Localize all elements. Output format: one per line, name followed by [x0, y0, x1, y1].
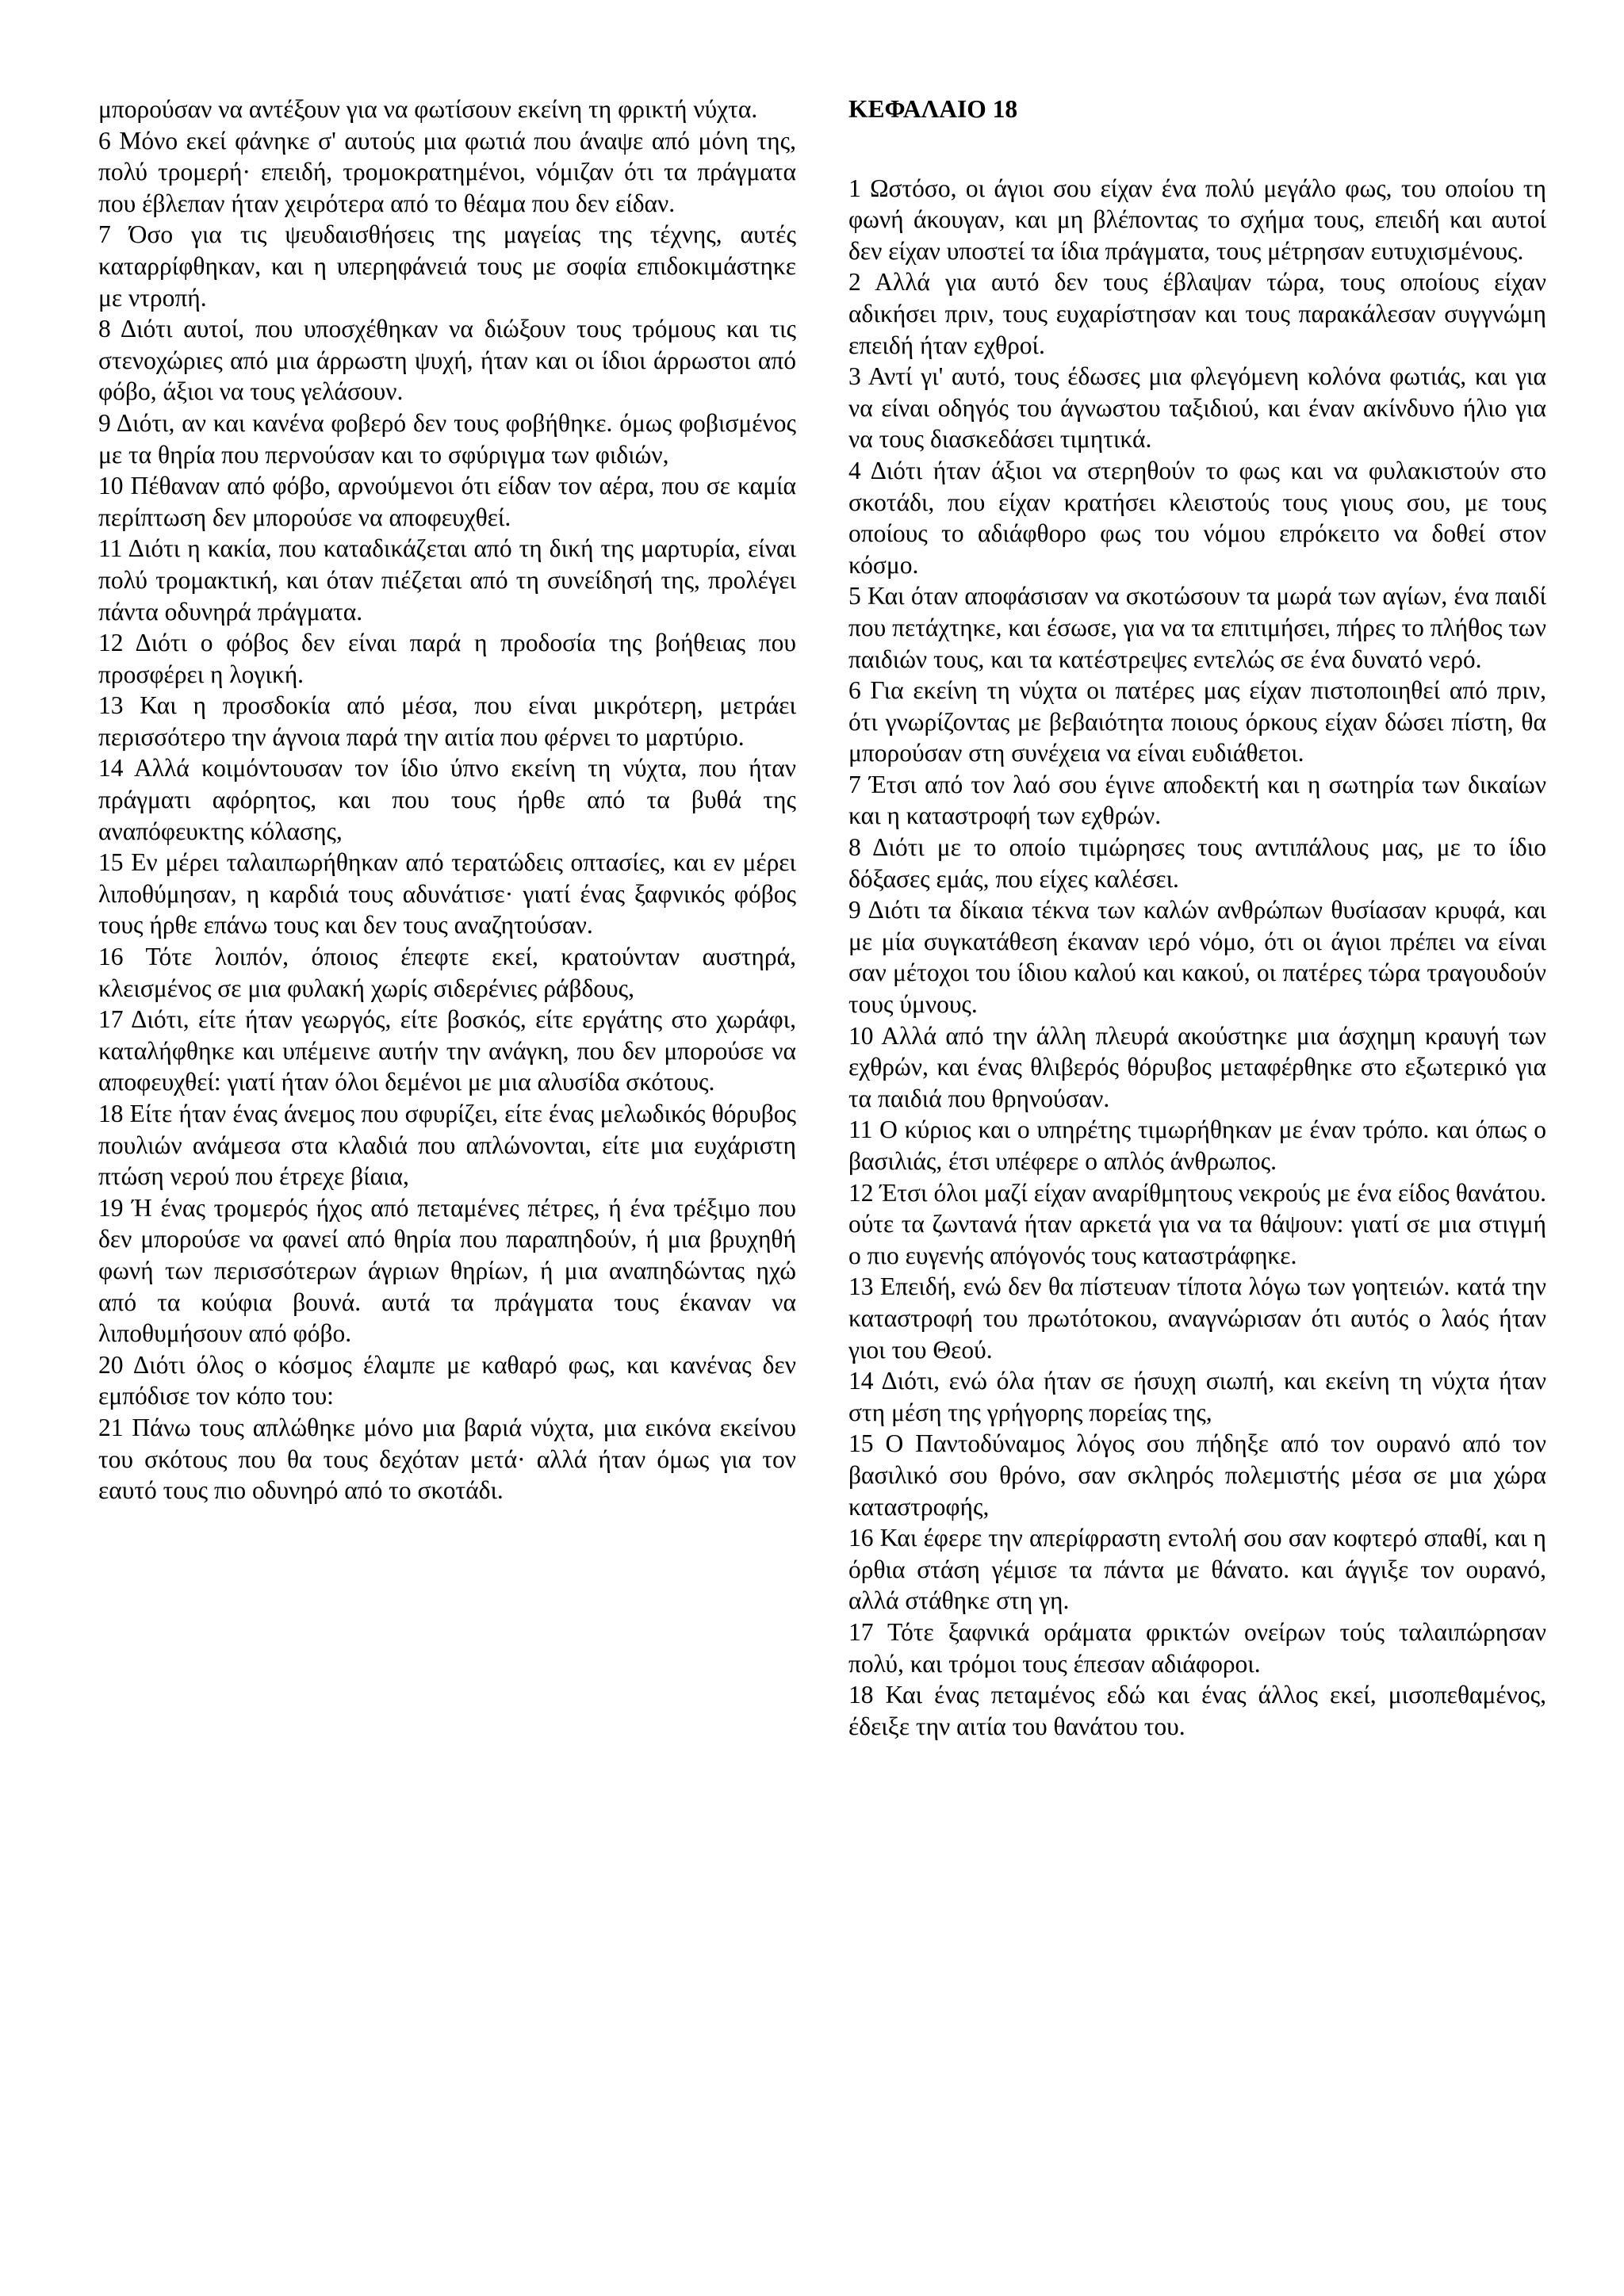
verse-3: 3 Αντί γι' αυτό, τους έδωσες μια φλεγόμενη κολόνα φωτιάς, και για να είναι οδηγός του άγνωστου ταξιδιού, και έναν ακίνδυνο ήλιο για να τους διασκεδάσει τιμητικά. [848, 362, 1546, 453]
verse-9: 9 Διότι τα δίκαια τέκνα των καλών ανθρώπων θυσίασαν κρυφά, και με μία συγκατάθεση έκαναν ιερό νόμο, ότι οι άγιοι πρέπει να είναι σαν μέτοχοι του ίδιου καλού και κακού, οι πατέρες τώρα τραγουδούν τους ύμνους. [848, 896, 1546, 1019]
verse-12: 12 Έτσι όλοι μαζί είχαν αναρίθμητους νεκρούς με ένα είδος θανάτου. ούτε τα ζωντανά ήταν αρκετά για να τα θάψουν: γιατί σε μια στιγμή ο πιο ευγενής απόγονός τους καταστράφηκε. [848, 1178, 1546, 1269]
verse-15: 15 Εν μέρει ταλαιπωρήθηκαν από τερατώδεις οπτασίες, και εν μέρει λιποθύμησαν, η καρδιά τους αδυνάτισε· γιατί ένας ξαφνικός φόβος τους ήρθε επάνω τους και δεν τους αναζητούσαν. [98, 848, 796, 939]
verse-17: 17 Τότε ξαφνικά οράματα φρικτών ονείρων τούς ταλαιπώρησαν πολύ, και τρόμοι τους έπεσαν αδιάφοροι. [848, 1617, 1546, 1678]
verse-8: 8 Διότι με το οποίο τιμώρησες τους αντιπάλους μας, με το ίδιο δόξασες εμάς, που είχες καλέσει. [848, 833, 1546, 893]
verse-6: 6 Για εκείνη τη νύχτα οι πατέρες μας είχαν πιστοποιηθεί από πριν, ότι γνωρίζοντας με βεβαιότητα ποιους όρκους είχαν δώσει πίστη, θα μπορούσαν στη συνέχεια να είναι ευδιάθετοι. [848, 676, 1546, 767]
verse-20: 20 Διότι όλος ο κόσμος έλαμπε με καθαρό φως, και κανένας δεν εμπόδισε τον κόπο του: [98, 1350, 796, 1410]
verse-16: 16 Τότε λοιπόν, όποιος έπεφτε εκεί, κρατούνταν αυστηρά, κλεισμένος σε μια φυλακή χωρίς σιδερένιες ράβδους, [98, 943, 796, 1002]
verse-16: 16 Και έφερε την απερίφραστη εντολή σου σαν κοφτερό σπαθί, και η όρθια στάση γέμισε τα πάντα με θάνατο. και άγγιξε τον ουρανό, αλλά στάθηκε στη γη. [848, 1524, 1546, 1615]
verse-14: 14 Διότι, ενώ όλα ήταν σε ήσυχη σιωπή, και εκείνη τη νύχτα ήταν στη μέση της γρήγορης πορείας της, [848, 1367, 1546, 1426]
verse-5: 5 Και όταν αποφάσισαν να σκοτώσουν τα μωρά των αγίων, ένα παιδί που πετάχτηκε, και έσωσε, για να τα επιτιμήσει, πήρες το πλήθος των παιδιών τους, και τα κατέστρεψες εντελώς σε ένα δυνατό νερό. [848, 582, 1546, 673]
verse-17: 17 Διότι, είτε ήταν γεωργός, είτε βοσκός, είτε εργάτης στο χωράφι, καταλήφθηκε και υπέμεινε αυτήν την ανάγκη, που δεν μπορούσε να αποφευχθεί: γιατί ήταν όλοι δεμένοι με μια αλυσίδα σκότους. [98, 1005, 796, 1096]
verse-18: 18 Είτε ήταν ένας άνεμος που σφυρίζει, είτε ένας μελωδικός θόρυβος πουλιών ανάμεσα στα κλαδιά που απλώνονται, είτε μια ευχάριστη πτώση νερού που έτρεχε βίαια, [98, 1100, 796, 1191]
verse-4: 4 Διότι ήταν άξιοι να στερηθούν το φως και να φυλακιστούν στο σκοτάδι, που είχαν κρατήσει κλειστούς τους γιους σου, με τους οποίους το αδιάφθορο φως του νόμου επρόκειτο να δοθεί στον κόσμο. [848, 456, 1546, 579]
right-column [848, 94, 1546, 1742]
verse-6: 6 Μόνο εκεί φάνηκε σ' αυτούς μια φωτιά που άναψε από μόνη της, πολύ τρομερή· επειδή, τρομοκρατημένοι, νόμιζαν ότι τα πράγματα που έβλεπαν ήταν χειρότερα από το θέαμα που δεν είδαν. [98, 126, 796, 217]
paragraph-cont: μπορούσαν να αντέξουν για να φωτίσουν εκείνη τη φρικτή νύχτα. [98, 95, 758, 123]
verse-11: 11 Ο κύριος και ο υπηρέτης τιμωρήθηκαν με έναν τρόπο. και όπως ο βασιλιάς, έτσι υπέφερε ο απλός άνθρωπος. [848, 1115, 1546, 1175]
verse-7: 7 Όσο για τις ψευδαισθήσεις της μαγείας της τέχνης, αυτές καταρρίφθηκαν, και η υπερηφάνειά τους με σοφία επιδοκιμάστηκε με ντροπή. [98, 220, 796, 312]
verse-8: 8 Διότι αυτοί, που υποσχέθηκαν να διώξουν τους τρόμους και τις στενοχώριες από μια άρρωστη ψυχή, ήταν και οι ίδιοι άρρωστοι από φόβο, άξιοι να τους γελάσουν. [98, 315, 796, 406]
verse-21: 21 Πάνω τους απλώθηκε μόνο μια βαριά νύχτα, μια εικόνα εκείνου του σκότους που θα τους δεχόταν μετά· αλλά ήταν όμως για τον εαυτό τους πιο οδυνηρό από το σκοτάδι. [98, 1413, 796, 1505]
verse-2: 2 Αλλά για αυτό δεν τους έβλαψαν τώρα, τους οποίους είχαν αδικήσει πριν, τους ευχαρίστησαν και τους παρακάλεσαν συγγνώμη επειδή ήταν εχθροί. [848, 268, 1546, 359]
verse-13: 13 Επειδή, ενώ δεν θα πίστευαν τίποτα λόγω των γοητειών. κατά την καταστροφή του πρωτότοκου, αναγνώρισαν ότι αυτός ο λαός ήταν γιοι του Θεού. [848, 1272, 1546, 1364]
verse-14: 14 Αλλά κοιμόντουσαν τον ίδιο ύπνο εκείνη τη νύχτα, που ήταν πράγματι αφόρητος, και που τους ήρθε από τα βυθά της αναπόφευκτης κόλασης, [98, 754, 796, 845]
verse-11: 11 Διότι η κακία, που καταδικάζεται από τη δική της μαρτυρία, είναι πολύ τρομακτική, και όταν πιέζεται από τη συνείδησή της, προλέγει πάντα οδυνηρά πράγματα. [98, 534, 796, 626]
verse-13: 13 Και η προσδοκία από μέσα, που είναι μικρότερη, μετράει περισσότερο την άγνοια παρά την αιτία που φέρνει το μαρτύριο. [98, 691, 796, 751]
verse-19: 19 Ή ένας τρομερός ήχος από πεταμένες πέτρες, ή ένα τρέξιμο που δεν μπορούσε να φανεί από θηρία που παραπηδούν, ή μια βρυχηθή φωνή των περισσότερων άγριων θηρίων, ή μια αναπηδώντας ηχώ από τα κούφια βουνά. αυτά τα πράγματα τους έκαναν να λιποθυμήσουν από φόβο. [98, 1193, 796, 1348]
left-column [98, 94, 796, 1506]
verse-7: 7 Έτσι από τον λαό σου έγινε αποδεκτή και η σωτηρία των δικαίων και η καταστροφή των εχθρών. [848, 770, 1546, 830]
verse-18: 18 Και ένας πεταμένος εδώ και ένας άλλος εκεί, μισοπεθαμένος, έδειξε την αιτία του θανάτου του. [848, 1681, 1546, 1740]
verse-10: 10 Πέθαναν από φόβο, αρνούμενοι ότι είδαν τον αέρα, που σε καμία περίπτωση δεν μπορούσε να αποφευχθεί. [98, 472, 796, 531]
verse-12: 12 Διότι ο φόβος δεν είναι παρά η προδοσία της βοήθειας που προσφέρει η λογική. [98, 629, 796, 688]
verse-15: 15 Ο Παντοδύναμος λόγος σου πήδηξε από τον ουρανό από τον βασιλικό σου θρόνο, σαν σκληρός πολεμιστής μέσα σε μια χώρα καταστροφής, [848, 1429, 1546, 1521]
verse-9: 9 Διότι, αν και κανένα φοβερό δεν τους φοβήθηκε. όμως φοβισμένος με τα θηρία που περνούσαν και το σφύριγμα των φιδιών, [98, 408, 796, 469]
chapter-heading: ΚΕΦΑΛΑΙΟ 18 [848, 95, 1018, 123]
verse-1: 1 Ωστόσο, οι άγιοι σου είχαν ένα πολύ μεγάλο φως, του οποίου τη φωνή άκουγαν, και μη βλέποντας το σχήμα τους, επειδή και αυτοί δεν είχαν υποστεί τα ίδια πράγματα, τους μέτρησαν ευτυχισμένους. [848, 174, 1546, 265]
verse-10: 10 Αλλά από την άλλη πλευρά ακούστηκε μια άσχημη κραυγή των εχθρών, και ένας θλιβερός θόρυβος μεταφέρθηκε στο εξωτερικό για τα παιδιά που θρηνούσαν. [848, 1021, 1546, 1112]
